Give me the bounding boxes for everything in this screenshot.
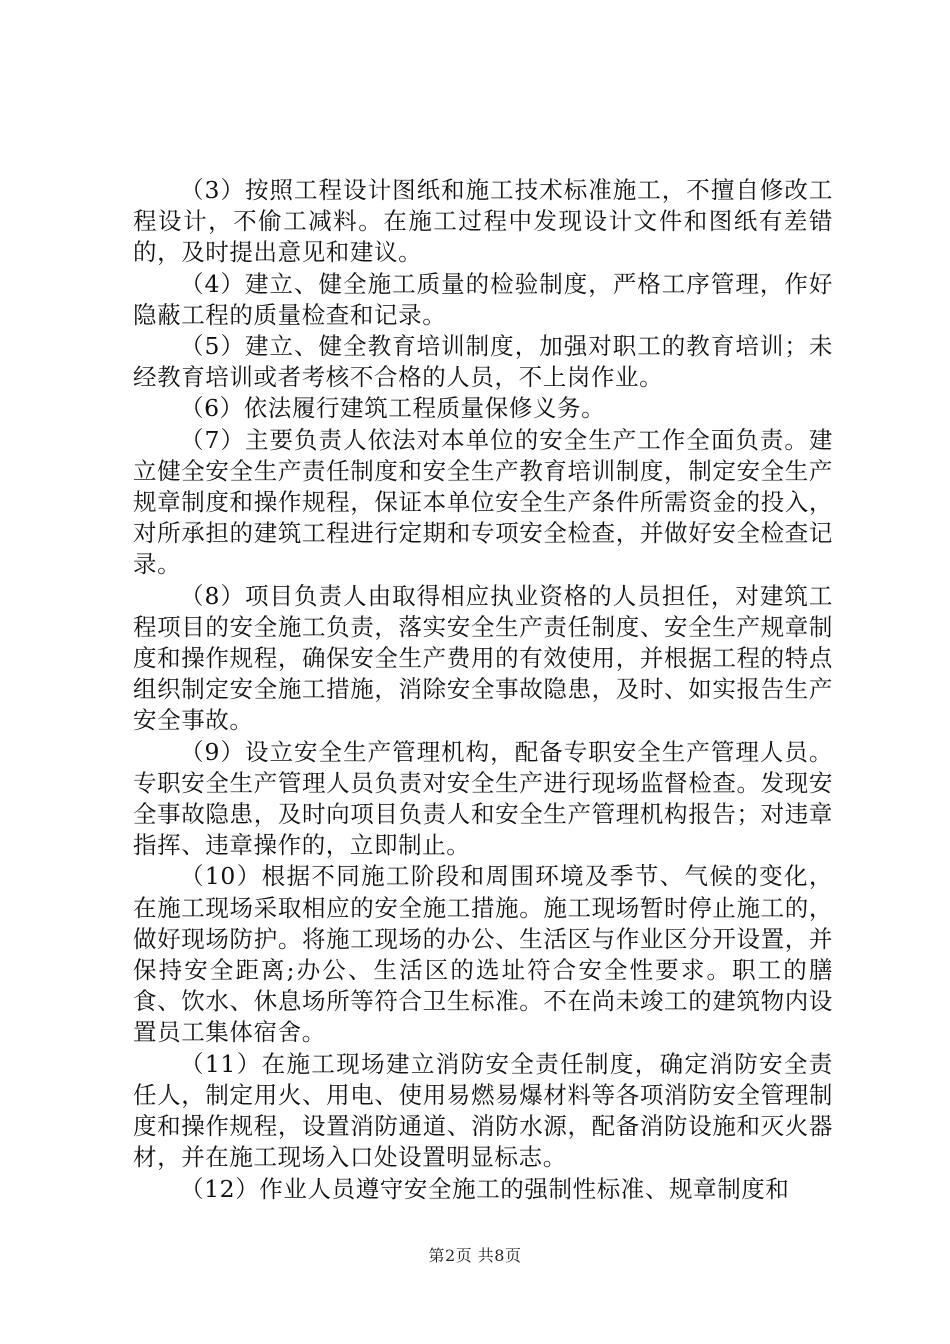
paragraph-item-6: （6）依法履行建筑工程质量保修义务。 [180,394,606,423]
document-body [133,175,833,1205]
paragraph-item-4: （4）建立、健全施工质量的检验制度，严格工序管理，作好隐蔽工程的质量检查和记录。 [133,269,833,329]
paragraph-item-12: （12）作业人员遵守安全施工的强制性标准、规章制度和 [180,1174,790,1203]
paragraph-item-8: （8）项目负责人由取得相应执业资格的人员担任，对建筑工程项目的安全施工负责，落实安全生产责任制度、安全生产规章制度和操作规程，确保安全生产费用的有效使用，并根据工程的特点组织制定安全施工措施，消除安全事故隐患，及时、如实报告生产安全事故。 [133,581,833,735]
paragraph-item-5: （5）建立、健全教育培训制度，加强对职工的教育培训；未经教育培训或者考核不合格的人员，不上岗作业。 [133,332,833,392]
paragraph-item-7: （7）主要负责人依法对本单位的安全生产工作全面负责。建立健全安全生产责任制度和安全生产教育培训制度，制定安全生产规章制度和操作规程，保证本单位安全生产条件所需资金的投入，对所承担的建筑工程进行定期和专项安全检查，并做好安全检查记录。 [133,425,833,579]
paragraph-item-11: （11）在施工现场建立消防安全责任制度，确定消防安全责任人，制定用火、用电、使用易燃易爆材料等各项消防安全管理制度和操作规程，设置消防通道、消防水源，配备消防设施和灭火器材，并在施工现场入口处设置明显标志。 [133,1049,833,1172]
paragraph-item-9: （9）设立安全生产管理机构，配备专职安全生产管理人员。专职安全生产管理人员负责对安全生产进行现场监督检查。发现安全事故隐患，及时向项目负责人和安全生产管理机构报告；对违章指挥、违章操作的，立即制止。 [133,737,833,860]
paragraph-item-3: （3）按照工程设计图纸和施工技术标准施工，不擅自修改工程设计，不偷工减料。在施工过程中发现设计文件和图纸有差错的，及时提出意见和建议。 [133,176,833,267]
page-footer: 第2页 共8页 [428,1246,522,1265]
paragraph-item-10: （10）根据不同施工阶段和周围环境及季节、气候的变化，在施工现场采取相应的安全施工措施。施工现场暂时停止施工的，做好现场防护。将施工现场的办公、生活区与作业区分开设置，并保持安全距离;办公、生活区的选址符合安全性要求。职工的膳食、饮水、休息场所等符合卫生标准。不在尚未竣工的建筑物内设置员工集体宿舍。 [133,862,833,1047]
